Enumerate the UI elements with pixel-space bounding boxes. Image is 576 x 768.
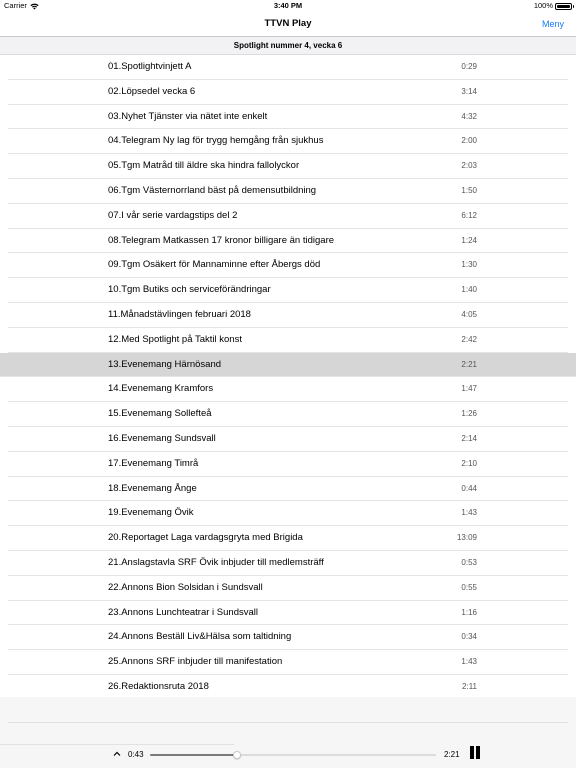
track-row[interactable] <box>8 80 568 105</box>
track-duration: 0:44 <box>461 483 477 493</box>
menu-button[interactable]: Meny <box>541 19 564 29</box>
track-duration: 1:16 <box>461 607 477 617</box>
chevron-up-icon[interactable] <box>112 749 122 759</box>
track-title: 10.Tgm Butiks och serviceförändringar <box>108 284 271 296</box>
track-title: 03.Nyhet Tjänster via nätet inte enkelt <box>108 110 268 122</box>
pause-bar-right <box>476 746 480 759</box>
track-duration: 13:09 <box>456 533 477 543</box>
player-divider-secondary <box>0 744 234 745</box>
track-duration: 2:21 <box>461 359 477 369</box>
track-row[interactable] <box>8 576 568 601</box>
track-title: 24.Annons Beställ Liv&Hälsa som taltidning <box>108 631 292 643</box>
track-row[interactable] <box>8 601 568 626</box>
track-row[interactable] <box>8 129 568 154</box>
track-duration: 2:11 <box>462 681 477 691</box>
nav-bar <box>0 12 576 37</box>
track-duration: 4:05 <box>461 309 477 319</box>
carrier-label: Carrier <box>4 1 27 10</box>
total-duration: 2:21 <box>444 750 460 759</box>
track-title: 04.Telegram Ny lag för trygg hemgång från sjukhus <box>108 135 324 147</box>
track-duration: 6:12 <box>461 210 477 220</box>
track-row[interactable] <box>8 402 568 427</box>
track-duration: 2:42 <box>461 334 477 344</box>
track-title: 12.Med Spotlight på Taktil konst <box>108 333 242 345</box>
track-row[interactable] <box>8 278 568 303</box>
track-row[interactable] <box>0 353 576 378</box>
track-duration: 1:26 <box>461 409 477 419</box>
track-title: 07.I vår serie vardagstips del 2 <box>108 209 238 221</box>
track-title: 14.Evenemang Kramfors <box>108 383 214 395</box>
track-duration: 1:50 <box>461 185 477 195</box>
track-title: 08.Telegram Matkassen 17 kronor billigare än tidigare <box>108 234 335 246</box>
progress-thumb[interactable] <box>233 751 241 759</box>
track-row[interactable] <box>8 427 568 452</box>
player-bar <box>0 697 576 768</box>
elapsed-time: 0:43 <box>128 750 144 759</box>
track-row[interactable] <box>8 501 568 526</box>
track-list <box>0 55 576 700</box>
player-divider <box>8 722 568 723</box>
track-row[interactable] <box>8 377 568 402</box>
track-row[interactable] <box>8 105 568 130</box>
track-row[interactable] <box>8 650 568 675</box>
progress-fill <box>150 754 237 756</box>
track-duration: 3:14 <box>461 86 477 96</box>
track-duration: 0:53 <box>461 557 477 567</box>
track-row[interactable] <box>8 55 568 80</box>
track-title: 11.Månadstävlingen februari 2018 <box>108 308 251 320</box>
status-right <box>534 0 572 12</box>
track-row[interactable] <box>8 551 568 576</box>
track-duration: 1:43 <box>461 508 477 518</box>
track-duration: 0:55 <box>461 582 477 592</box>
track-title: 20.Reportaget Laga vardagsgryta med Brigida <box>108 532 303 544</box>
track-title: 21.Anslagstavla SRF Övik inbjuder till medlemsträff <box>108 556 324 568</box>
track-row[interactable] <box>8 253 568 278</box>
track-row[interactable] <box>8 303 568 328</box>
section-header: Spotlight nummer 4, vecka 6 <box>0 37 576 55</box>
track-row[interactable] <box>8 229 568 254</box>
track-title: 16.Evenemang Sundsvall <box>108 432 216 444</box>
track-title: 19.Evenemang Övik <box>108 507 194 519</box>
track-duration: 1:40 <box>461 285 477 295</box>
track-duration: 1:24 <box>461 235 477 245</box>
track-duration: 2:10 <box>461 458 477 468</box>
track-row[interactable] <box>8 625 568 650</box>
track-title: 02.Löpsedel vecka 6 <box>108 85 196 97</box>
track-duration: 1:30 <box>461 260 477 270</box>
battery-icon <box>555 3 572 10</box>
track-title: 01.Spotlightvinjett A <box>108 61 192 72</box>
track-duration: 1:47 <box>461 384 477 394</box>
track-title: 22.Annons Bion Solsidan i Sundsvall <box>108 581 263 593</box>
track-title: 13.Evenemang Härnösand <box>108 358 222 370</box>
status-bar <box>0 0 576 12</box>
track-duration: 1:43 <box>461 657 477 667</box>
track-row[interactable] <box>8 452 568 477</box>
track-title: 23.Annons Lunchteatrar i Sundsvall <box>108 606 258 618</box>
track-title: 26.Redaktionsruta 2018 <box>108 680 209 692</box>
track-duration: 0:34 <box>461 632 477 642</box>
track-title: 17.Evenemang Timrå <box>108 457 199 469</box>
track-title: 18.Evenemang Ånge <box>108 482 197 494</box>
progress-slider[interactable] <box>150 754 436 756</box>
track-row[interactable] <box>8 204 568 229</box>
track-row[interactable] <box>8 328 568 353</box>
page-title: TTVN Play <box>264 18 312 29</box>
track-row[interactable] <box>8 154 568 179</box>
track-row[interactable] <box>8 179 568 204</box>
track-row[interactable] <box>8 675 568 700</box>
status-time: 3:40 PM <box>273 1 303 10</box>
track-duration: 2:00 <box>461 136 477 146</box>
track-duration: 2:03 <box>461 161 477 171</box>
track-duration: 2:14 <box>461 433 477 443</box>
track-row[interactable] <box>8 526 568 551</box>
track-title: 15.Evenemang Sollefteå <box>108 408 212 420</box>
track-title: 25.Annons SRF inbjuder till manifestation <box>108 656 283 668</box>
track-title: 06.Tgm Västernorrland bäst på demensutbildning <box>108 184 317 196</box>
track-title: 09.Tgm Osäkert för Mannaminne efter Åbergs död <box>108 259 321 271</box>
track-title: 05.Tgm Matråd till äldre ska hindra fallolyckor <box>108 160 300 172</box>
track-row[interactable] <box>8 477 568 502</box>
battery-percent: 100% <box>533 1 553 10</box>
track-duration: 0:29 <box>461 62 477 71</box>
pause-icon[interactable] <box>469 746 481 759</box>
track-duration: 4:32 <box>461 111 477 121</box>
pause-bar-left <box>470 746 474 759</box>
